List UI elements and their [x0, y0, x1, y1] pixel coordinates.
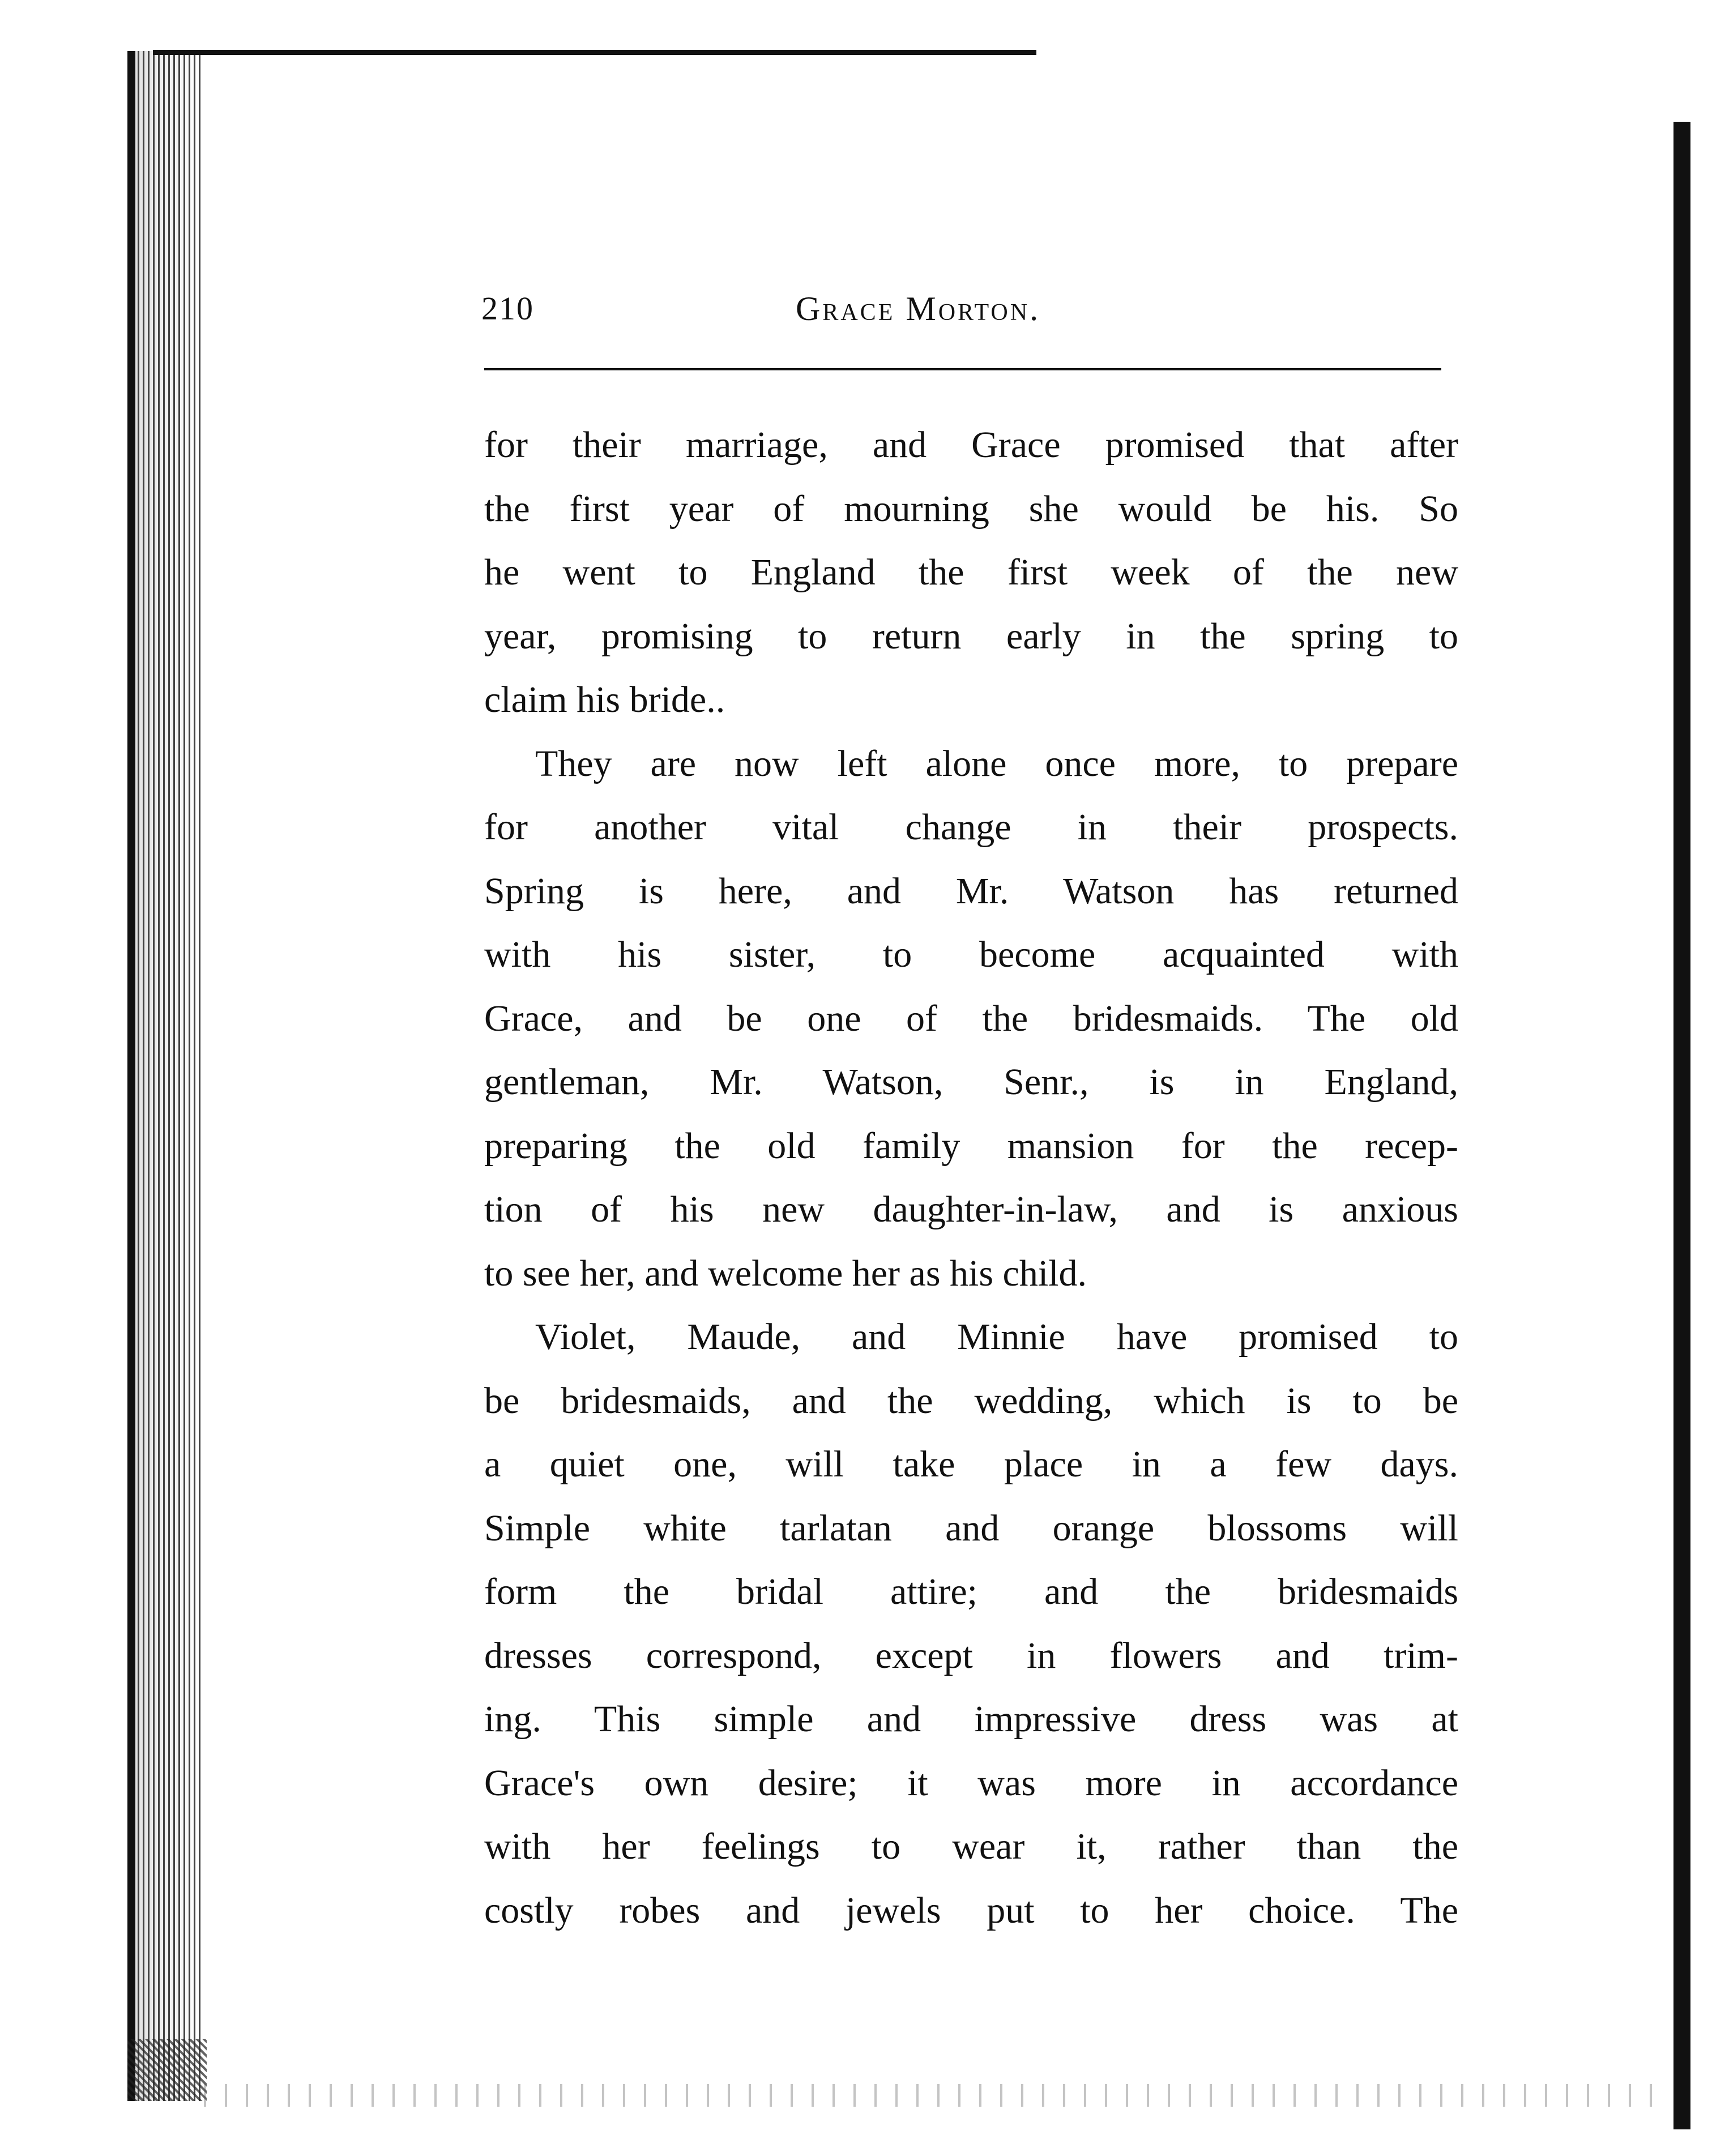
text-line: Simple white tarlatan and orange blossoms will: [484, 1507, 1458, 1549]
text-line: Violet, Maude, and Minnie have promised to: [535, 1316, 1458, 1357]
page-top-edge: [153, 50, 1036, 55]
book-binding-shadow: [127, 51, 201, 2101]
text-line: he went to England the first week of the new: [484, 552, 1458, 593]
page-corner-noise: [127, 2039, 207, 2101]
text-line: Spring is here, and Mr. Watson has returned: [484, 870, 1458, 912]
text-line: Grace's own desire; it was more in accordance: [484, 1762, 1458, 1804]
header-rule: [484, 368, 1441, 370]
running-title: Grace Morton.: [796, 290, 1041, 327]
body-text: [484, 413, 1458, 1942]
text-line: with his sister, to become acquainted with: [484, 934, 1458, 975]
running-head: [481, 283, 1433, 334]
text-line: be bridesmaids, and the wedding, which is to be: [484, 1380, 1458, 1421]
text-line: claim his bride..: [484, 679, 725, 720]
page-number: 210: [481, 290, 534, 327]
text-line: year, promising to return early in the spring to: [484, 615, 1458, 657]
text-line: form the bridal attire; and the bridesmaids: [484, 1571, 1458, 1612]
text-line: the first year of mourning she would be his. So: [484, 488, 1458, 530]
text-line: ing. This simple and impressive dress was at: [484, 1698, 1458, 1740]
page-bottom-noise: [204, 2084, 1665, 2107]
text-line: with her feelings to wear it, rather than the: [484, 1826, 1458, 1867]
text-line: costly robes and jewels put to her choice. The: [484, 1889, 1458, 1931]
paragraph: [484, 413, 1458, 732]
page-right-edge: [1673, 122, 1690, 2129]
text-line: gentleman, Mr. Watson, Senr., is in England,: [484, 1061, 1458, 1103]
text-line: for their marriage, and Grace promised that after: [484, 424, 1458, 466]
text-line: They are now left alone once more, to prepare: [535, 742, 1458, 784]
text-line: dresses correspond, except in flowers and trim-: [484, 1634, 1458, 1676]
paragraph: [484, 1305, 1458, 1942]
paragraph: [484, 732, 1458, 1306]
text-line: for another vital change in their prospects.: [484, 806, 1458, 848]
text-line: to see her, and welcome her as his child.: [484, 1252, 1087, 1294]
text-line: Grace, and be one of the bridesmaids. The old: [484, 997, 1458, 1039]
text-line: tion of his new daughter-in-law, and is anxious: [484, 1189, 1458, 1230]
text-line: a quiet one, will take place in a few days.: [484, 1444, 1458, 1485]
book-binding-edge: [127, 51, 135, 2101]
text-line: preparing the old family mansion for the recep-: [484, 1125, 1458, 1167]
